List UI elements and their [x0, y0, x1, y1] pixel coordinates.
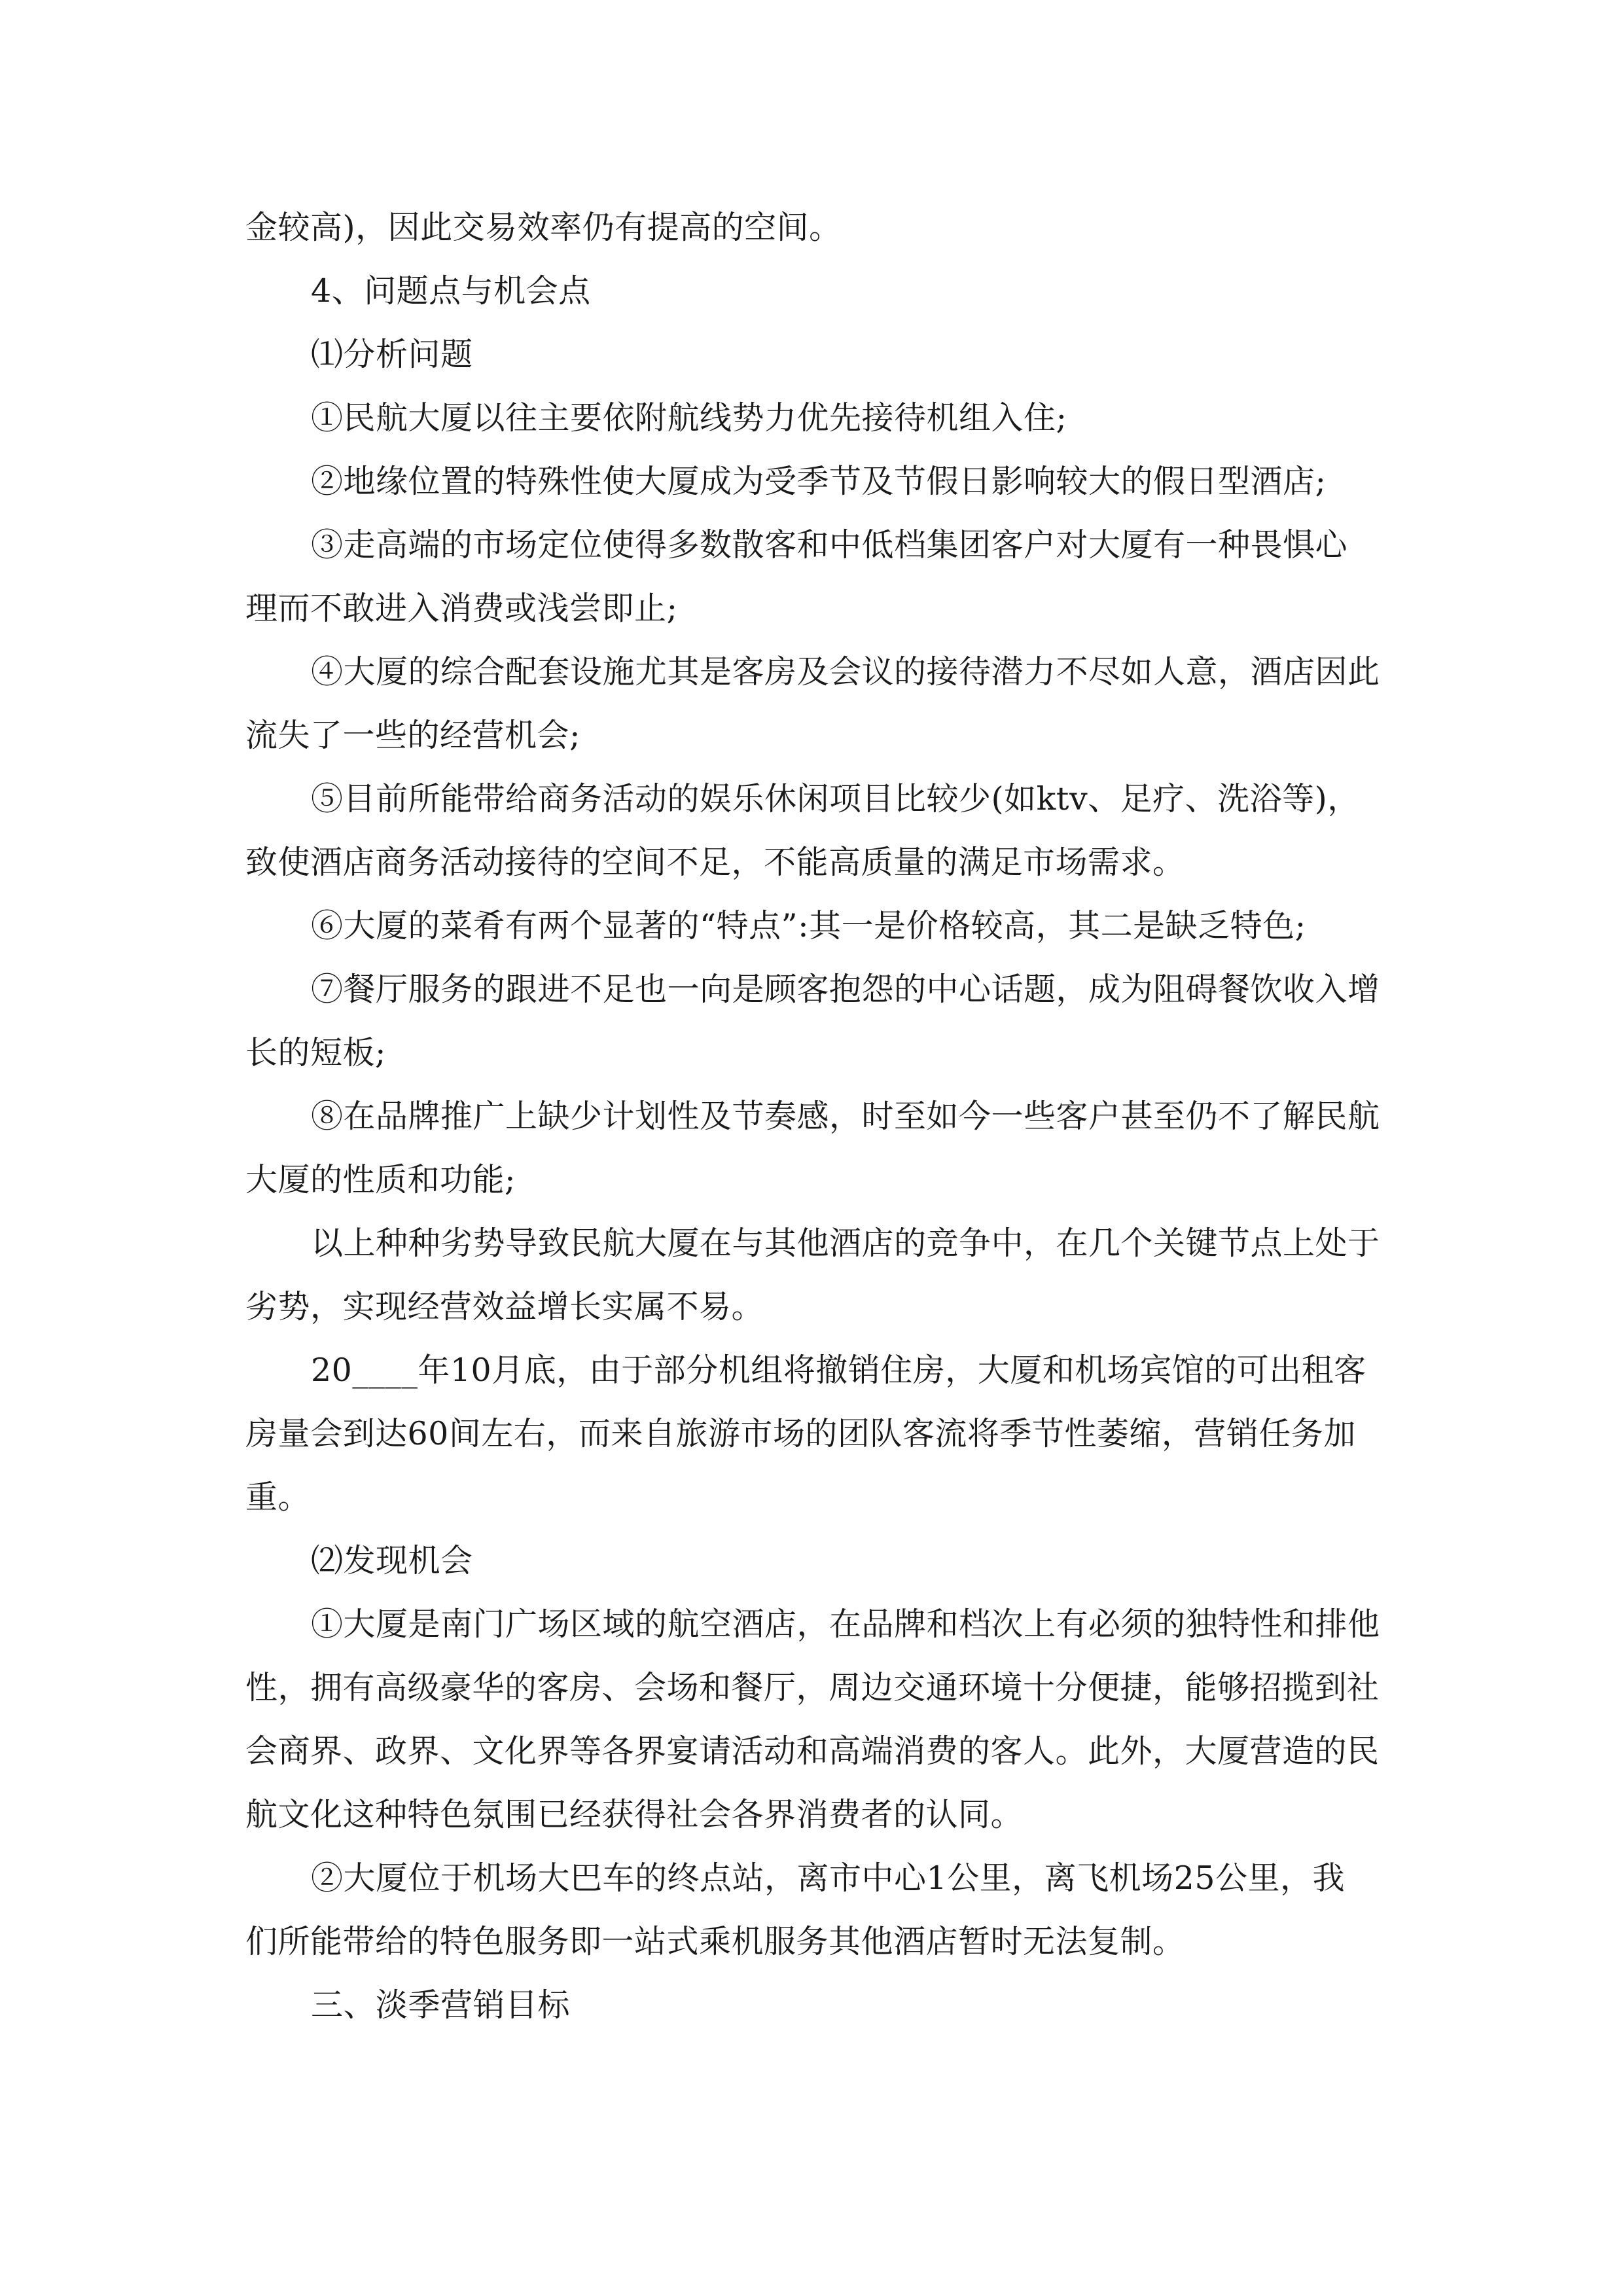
opportunity-item-2-continued: 们所能带给的特色服务即一站式乘机服务其他酒店暂时无法复制。: [245, 1923, 1185, 1960]
problem-item-6: ⑥大厦的菜肴有两个显著的“特点”:其一是价格较高，其二是缺乏特色;: [311, 907, 1306, 944]
subsection-heading-opportunities: ⑵发现机会: [311, 1542, 473, 1579]
problem-item-3-continued: 理而不敢进入消费或浅尝即止;: [245, 590, 678, 627]
text-line-continuation: 金较高)，因此交易效率仍有提高的空间。: [245, 209, 842, 246]
problem-item-3: ③走高端的市场定位使得多数散客和中低档集团客户对大厦有一种畏惧心: [311, 526, 1348, 564]
problem-item-7: ⑦餐厅服务的跟进不足也一向是顾客抱怨的中心话题，成为阻碍餐饮收入增: [311, 971, 1380, 1008]
problem-item-4: ④大厦的综合配套设施尤其是客房及会议的接待潜力不尽如人意，酒店因此: [311, 653, 1380, 691]
summary-paragraph: 以上种种劣势导致民航大厦在与其他酒店的竞争中，在几个关键节点上处于: [311, 1225, 1380, 1262]
opportunity-item-2: ②大厦位于机场大巴车的终点站，离市中心1公里，离飞机场25公里，我: [311, 1859, 1346, 1897]
problem-item-5: ⑤目前所能带给商务活动的娱乐休闲项目比较少(如ktv、足疗、洗浴等)，: [311, 780, 1360, 817]
problem-item-8-continued: 大厦的性质和功能;: [245, 1161, 516, 1198]
problem-item-4-continued: 流失了一些的经营机会;: [245, 717, 581, 754]
problem-item-8: ⑧在品牌推广上缺少计划性及节奏感，时至如今一些客户甚至仍不了解民航: [311, 1098, 1380, 1135]
forecast-paragraph: 20____年10月底，由于部分机组将撤销住房，大厦和机场宾馆的可出租客: [311, 1352, 1366, 1389]
problem-item-7-continued: 长的短板;: [245, 1034, 387, 1071]
forecast-paragraph-end: 重。: [245, 1479, 311, 1516]
section-heading-off-season-targets: 三、淡季营销目标: [311, 1986, 571, 2024]
opportunity-item-1-line-4: 航文化这种特色氛围已经获得社会各界消费者的认同。: [245, 1796, 1024, 1833]
opportunity-item-1-line-2: 性，拥有高级豪华的客房、会场和餐厅，周边交通环境十分便捷，能够招揽到社: [245, 1669, 1380, 1706]
problem-item-2: ②地缘位置的特殊性使大厦成为受季节及节假日影响较大的假日型酒店;: [311, 463, 1327, 500]
opportunity-item-1-line-3: 会商界、政界、文化界等各界宴请活动和高端消费的客人。此外，大厦营造的民: [245, 1732, 1380, 1770]
subsection-heading-analysis: ⑴分析问题: [311, 336, 473, 373]
problem-item-5-continued: 致使酒店商务活动接待的空间不足，不能高质量的满足市场需求。: [245, 844, 1185, 881]
problem-item-1: ①民航大厦以往主要依附航线势力优先接待机组入住;: [311, 399, 1067, 437]
opportunity-item-1: ①大厦是南门广场区域的航空酒店，在品牌和档次上有必须的独特性和排他: [311, 1605, 1380, 1643]
forecast-paragraph-continued: 房量会到达60间左右，而来自旅游市场的团队客流将季节性萎缩，营销任务加: [245, 1415, 1356, 1452]
summary-paragraph-continued: 劣势，实现经营效益增长实属不易。: [245, 1288, 764, 1325]
section-heading-problems-opportunities: 4、问题点与机会点: [311, 272, 591, 310]
